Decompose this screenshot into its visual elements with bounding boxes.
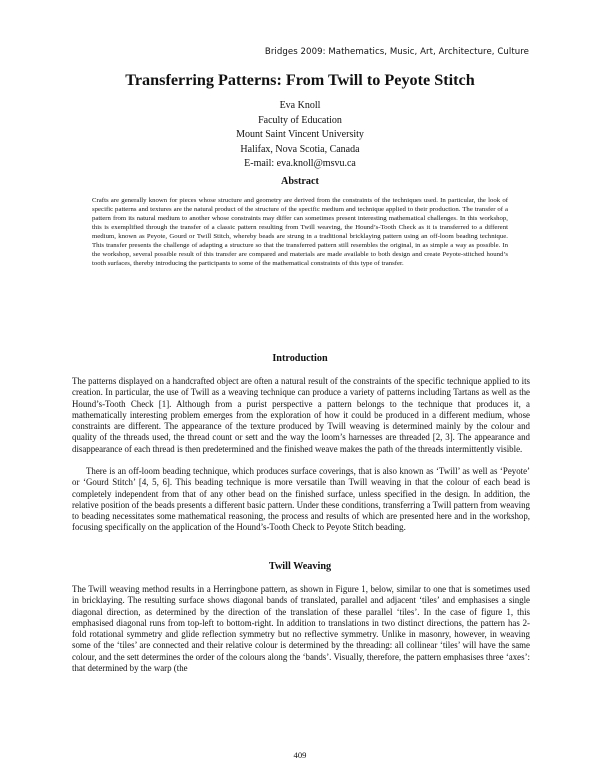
abstract-heading: Abstract [281,176,319,187]
author-university: Mount Saint Vincent University [236,129,364,141]
author-department: Faculty of Education [258,114,342,126]
author-name: Eva Knoll [279,100,321,111]
paper-title: Transferring Patterns: From Twill to Peyote Stitch [125,71,475,89]
page-number: 409 [293,750,307,760]
author-email: E-mail: eva.knoll@msvu.ca [244,158,356,170]
introduction-heading: Introduction [272,353,328,364]
introduction-paragraph-1: The patterns displayed on a handcrafted object are often a natural result of the constraints of the specific technique applied to its creation. In particular, the use of Twill as a weaving technique can produce a variety of patterns including Tartans as well as the Hound’s-Tooth Check [1]. Although from a purist perspective a pattern belongs to the technique that produces it, a mathematically interesting problem emerges from the exploration of how it could be produced in a different medium, whose constraints are different. The appearance of the texture produced by Twill weaving is determined mainly by the colour and quality of the threads used, the thread count or sett and the way the loom’s harnesses are threaded [2, 3]. The appearance and disappearance of each thread is then predetermined and the finished weave makes the path of the threads intermittently visible. [72,376,530,454]
twill-weaving-heading: Twill Weaving [268,561,332,572]
author-location: Halifax, Nova Scotia, Canada [240,143,360,155]
running-header: Bridges 2009: Mathematics, Music, Art, Architecture, Culture [264,47,529,57]
abstract-text: Crafts are generally known for pieces whose structure and geometry are derived from the constraints of the techniques used. In particular, the look of specific patterns and textures are the natural product of the structure of the specific medium and technique applied to their production. The transfer of a pattern from its natural medium to another whose constraints may differ can sometimes present interesting mathematical challenges. In this workshop, this is exemplified through the transfer of a classic pattern resulting from Twill weaving, the Hound’s-Tooth Check as it is transferred to a different medium, known as Peyote, Gourd or Twill Stitch, whereby beads are strung in a traditional bricklaying pattern using an off-loom beading technique. This transfer presents the challenge of adapting a structure so that the transferred pattern still resembles the original, in as simple a way as possible. In the workshop, several possible result of this transfer are compared and materials are made available to both design and create Peyote-stitched hound’s tooth surfaces, thereby introducing the participants to some of the mathematical constraints of this type of transfer. [92,197,508,268]
author-block [0,99,600,172]
introduction-paragraph-2: There is an off-loom beading technique, which produces surface coverings, that is also known as ‘Twill’ as well as ‘Peyote’ or ‘Gourd Stitch’ [4, 5, 6]. This beading technique is more versatile than Twill weaving in that the colour of each bead is completely independent from that of any other bead on the finished surface, unless specified in the design. In addition, the relative position of the beads presents a different basic pattern. Under these conditions, transferring a Twill pattern from weaving to beading necessitates some mathematical reasoning, the process and results of which are presented here and in the workshop, focusing specifically on the application of the Hound’s-Tooth Check to Peyote Stitch beading. [72,466,530,533]
twill-weaving-paragraph-1: The Twill weaving method results in a Herringbone pattern, as shown in Figure 1, below, similar to one that is sometimes used in bricklaying. The resulting surface shows diagonal bands of translated, parallel and adjacent ‘tiles’ and emphasises a single diagonal direction, as determined by the direction of the translation of these parallel ‘tiles’. In the case of figure 1, this emphasised diagonal runs from top-left to bottom-right. In addition to translations in two distinct directions, the pattern has 2-fold rotational symmetry and glide reflection symmetry but no reflective symmetry. Unlike in masonry, however, in weaving some of the ‘tiles’ are connected and their relative colour is determined by the threading: all collinear ‘tiles’ will have the same colour, and the sett determines the order of the colours along the ‘bands’. Visually, therefore, the pattern emphasises three ‘axes’: that determined by the warp (the [72,584,530,674]
